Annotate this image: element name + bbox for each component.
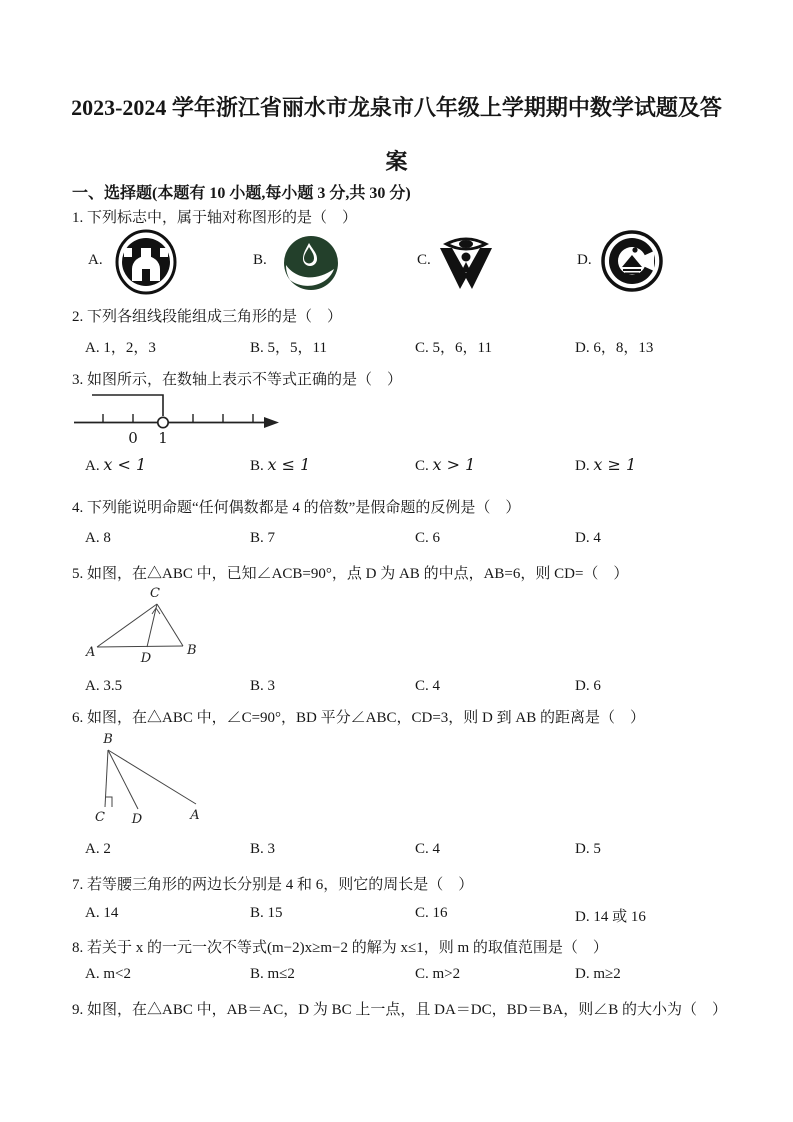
page-title-line1: 2023-2024 学年浙江省丽水市龙泉市八年级上学期期中数学试题及答 xyxy=(71,95,722,120)
q4-option-c: C. 6 xyxy=(415,530,441,546)
q8-option-c: C. m>2 xyxy=(415,966,461,982)
triangle-median-figure xyxy=(84,584,202,666)
q3-option-c-label: C. xyxy=(415,458,429,474)
angle-bisector-figure xyxy=(82,733,214,829)
q3-option-b xyxy=(250,455,310,475)
question-2-stem: 2. 下列各组线段能组成三角形的是（ ） xyxy=(72,309,343,325)
question-3-stem: 3. 如图所示，在数轴上表示不等式正确的是（ ） xyxy=(72,372,403,388)
q7-option-b: B. 15 xyxy=(250,905,283,921)
q3-option-c xyxy=(415,455,475,475)
q8-option-b: B. m≤2 xyxy=(250,966,295,982)
q6-vertex-d-label: D xyxy=(131,812,143,827)
q5-vertex-b-label: B xyxy=(187,643,197,658)
c-mountain-seal-logo-icon xyxy=(600,229,664,293)
q2-option-b: B. 5，5，11 xyxy=(250,340,327,356)
q8-option-a: A. m<2 xyxy=(85,966,131,982)
q6-option-c: C. 4 xyxy=(415,841,441,857)
q8-option-d: D. m≥2 xyxy=(575,966,621,982)
q7-option-c: C. 16 xyxy=(415,905,448,921)
q6-vertex-b-label: B xyxy=(103,733,113,747)
q3-option-b-math: x ≤ 1 xyxy=(267,455,311,474)
question-1-stem: 1. 下列标志中，属于轴对称图形的是（ ） xyxy=(72,210,358,226)
emblem-bridge-circle-logo-icon xyxy=(113,229,179,295)
q5-vertex-a-label: A xyxy=(86,645,96,660)
q1-option-d-label: D. xyxy=(577,252,592,268)
q6-option-d: D. 5 xyxy=(575,841,601,857)
q2-option-a: A. 1，2，3 xyxy=(85,340,156,356)
q3-option-d xyxy=(575,455,636,475)
q3-option-a xyxy=(85,455,146,475)
q6-vertex-c-label: C xyxy=(95,810,105,825)
q3-option-d-label: D. xyxy=(575,458,590,474)
q4-option-b: B. 7 xyxy=(250,530,276,546)
question-6-stem: 6. 如图，在△ABC 中，∠C=90°，BD 平分∠ABC，CD=3，则 D 到 AB 的距离是（ ） xyxy=(72,710,645,726)
q2-option-d: D. 6，8，13 xyxy=(575,340,654,356)
question-4-stem: 4. 下列能说明命题“任何偶数都是 4 的倍数”是假命题的反例是（ ） xyxy=(72,500,521,516)
q1-option-a-label: A. xyxy=(88,252,103,268)
question-8-stem: 8. 若关于 x 的一元一次不等式(m−2)x≥m−2 的解为 x≤1，则 m 的取值范围是（ ） xyxy=(72,940,608,956)
q6-vertex-a-label: A xyxy=(190,808,200,823)
q5-option-c: C. 4 xyxy=(415,678,441,694)
hand-water-drop-logo-icon xyxy=(281,233,341,293)
q4-option-a: A. 8 xyxy=(85,530,111,546)
number-line-figure xyxy=(72,388,297,450)
q3-option-c-math: x > 1 xyxy=(432,455,476,474)
q5-option-a: A. 3.5 xyxy=(85,678,123,694)
q7-option-d: D. 14 或 16 xyxy=(575,909,646,925)
question-5-stem: 5. 如图，在△ABC 中，已知∠ACB=90°，点 D 为 AB 的中点，AB=6，则 CD=（ ） xyxy=(72,566,629,582)
q3-option-a-label: A. xyxy=(85,458,100,474)
number-line-tick-1: 1 xyxy=(158,429,168,447)
question-7-stem: 7. 若等腰三角形的两边长分别是 4 和 6，则它的周长是（ ） xyxy=(72,877,474,893)
q5-option-d: D. 6 xyxy=(575,678,601,694)
q3-option-a-math: x < 1 xyxy=(103,455,147,474)
section-heading: 一、选择题(本题有 10 小题,每小题 3 分,共 30 分) xyxy=(72,185,411,202)
q1-option-c-label: C. xyxy=(417,252,431,268)
q2-option-c: C. 5，6，11 xyxy=(415,340,492,356)
question-9-stem: 9. 如图，在△ABC 中，AB＝AC，D 为 BC 上一点，且 DA＝DC，BD＝BA，则∠B 的大小为（ ） xyxy=(72,1002,728,1018)
q5-vertex-d-label: D xyxy=(140,651,152,666)
q6-option-a: A. 2 xyxy=(85,841,111,857)
q1-option-b-label: B. xyxy=(253,252,267,268)
q5-vertex-c-label: C xyxy=(150,586,160,601)
q3-option-b-label: B. xyxy=(250,458,264,474)
q5-option-b: B. 3 xyxy=(250,678,276,694)
q3-option-d-math: x ≥ 1 xyxy=(593,455,637,474)
q7-option-a: A. 14 xyxy=(85,905,119,921)
q6-option-b: B. 3 xyxy=(250,841,276,857)
number-line-tick-0: 0 xyxy=(128,429,138,447)
q4-option-d: D. 4 xyxy=(575,530,601,546)
page-title-line2: 案 xyxy=(385,149,408,174)
eye-v-person-logo-icon xyxy=(436,231,496,293)
